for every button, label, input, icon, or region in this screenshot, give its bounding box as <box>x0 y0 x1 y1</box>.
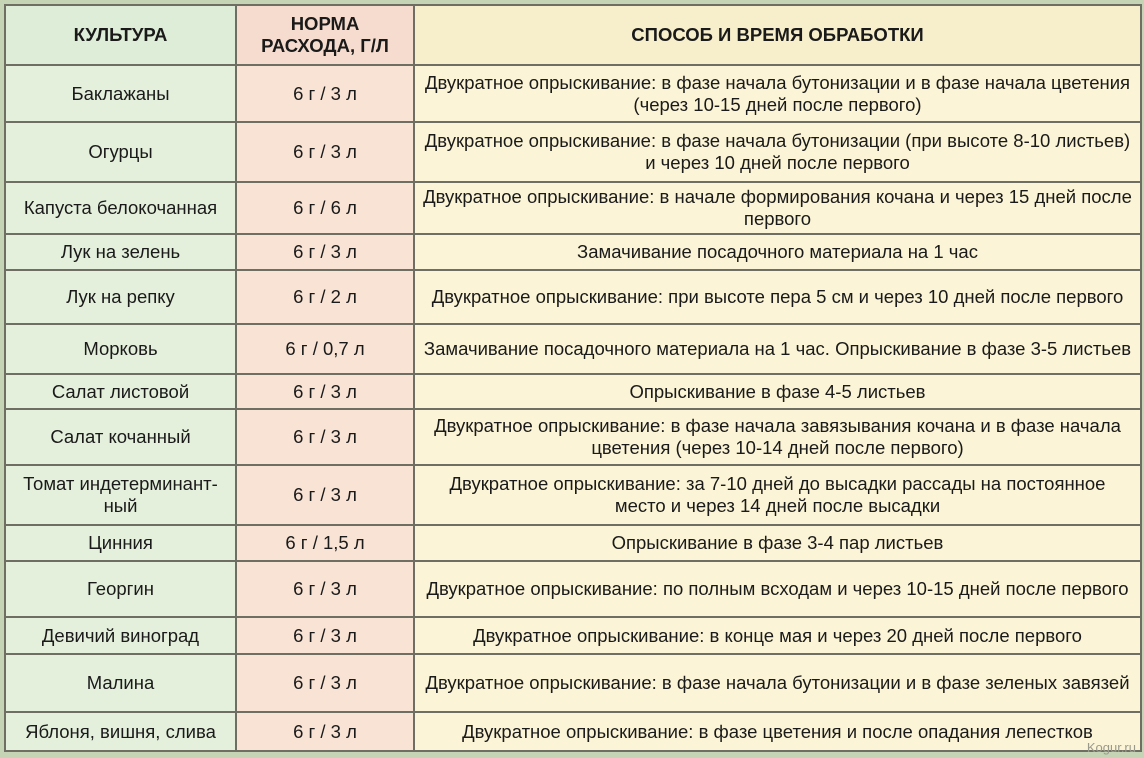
culture-cell: Морковь <box>5 324 236 374</box>
culture-cell: Девичий виноград <box>5 617 236 654</box>
header-rate: НОРМА РАСХОДА, Г/Л <box>236 5 414 65</box>
culture-cell: Баклажаны <box>5 65 236 122</box>
table-row <box>5 65 1141 122</box>
table-row <box>5 374 1141 409</box>
method-cell: Двукратное опрыскивание: за 7-10 дней до высадки рассады на постоянное место и через 14 дней после высадки <box>414 465 1141 525</box>
rate-cell: 6 г / 3 л <box>236 561 414 617</box>
rate-cell: 6 г / 3 л <box>236 409 414 465</box>
table-row <box>5 617 1141 654</box>
culture-cell: Капуста белокочанная <box>5 182 236 234</box>
culture-cell: Томат индетерминант-ный <box>5 465 236 525</box>
rate-cell: 6 г / 3 л <box>236 712 414 751</box>
header-method: СПОСОБ И ВРЕМЯ ОБРАБОТКИ <box>414 5 1141 65</box>
culture-cell: Малина <box>5 654 236 712</box>
rate-cell: 6 г / 2 л <box>236 270 414 324</box>
culture-cell: Георгин <box>5 561 236 617</box>
rate-cell: 6 г / 6 л <box>236 182 414 234</box>
watermark: Kogur.ru <box>1086 740 1136 755</box>
method-cell: Двукратное опрыскивание: при высоте пера 5 см и через 10 дней после первого <box>414 270 1141 324</box>
rate-cell: 6 г / 3 л <box>236 617 414 654</box>
method-cell: Двукратное опрыскивание: в фазе начала бутонизации и в фазе зеленых завязей <box>414 654 1141 712</box>
table-row <box>5 182 1141 234</box>
table-header-row <box>5 5 1141 65</box>
method-cell: Опрыскивание в фазе 3-4 пар листьев <box>414 525 1141 561</box>
rate-cell: 6 г / 3 л <box>236 654 414 712</box>
culture-cell: Огурцы <box>5 122 236 182</box>
method-cell: Замачивание посадочного материала на 1 час. Опрыскивание в фазе 3-5 листьев <box>414 324 1141 374</box>
header-culture: КУЛЬТУРА <box>5 5 236 65</box>
method-cell: Двукратное опрыскивание: по полным всходам и через 10-15 дней после первого <box>414 561 1141 617</box>
rate-cell: 6 г / 3 л <box>236 374 414 409</box>
culture-cell: Салат кочанный <box>5 409 236 465</box>
method-cell: Двукратное опрыскивание: в фазе цветения и после опадания лепестков <box>414 712 1141 751</box>
culture-cell: Лук на репку <box>5 270 236 324</box>
culture-cell: Цинния <box>5 525 236 561</box>
method-cell: Двукратное опрыскивание: в фазе начала завязывания кочана и в фазе начала цветения (через 10-14 дней после первого) <box>414 409 1141 465</box>
method-cell: Двукратное опрыскивание: в фазе начала бутонизации и в фазе начала цветения (через 10-15 дней после первого) <box>414 65 1141 122</box>
culture-cell: Яблоня, вишня, слива <box>5 712 236 751</box>
method-cell: Опрыскивание в фазе 4-5 листьев <box>414 374 1141 409</box>
table-row <box>5 122 1141 182</box>
culture-cell: Лук на зелень <box>5 234 236 270</box>
method-cell: Двукратное опрыскивание: в конце мая и через 20 дней после первого <box>414 617 1141 654</box>
table-row <box>5 270 1141 324</box>
method-cell: Двукратное опрыскивание: в начале формирования кочана и через 15 дней после первого <box>414 182 1141 234</box>
rate-cell: 6 г / 3 л <box>236 465 414 525</box>
rate-cell: 6 г / 3 л <box>236 122 414 182</box>
method-cell: Замачивание посадочного материала на 1 час <box>414 234 1141 270</box>
table-row <box>5 234 1141 270</box>
rate-cell: 6 г / 1,5 л <box>236 525 414 561</box>
rate-cell: 6 г / 0,7 л <box>236 324 414 374</box>
culture-cell: Салат листовой <box>5 374 236 409</box>
table-row <box>5 465 1141 525</box>
table-row <box>5 409 1141 465</box>
table-row <box>5 324 1141 374</box>
table-row <box>5 654 1141 712</box>
table-row <box>5 561 1141 617</box>
treatment-table <box>4 4 1142 752</box>
rate-cell: 6 г / 3 л <box>236 234 414 270</box>
table-row <box>5 712 1141 751</box>
rate-cell: 6 г / 3 л <box>236 65 414 122</box>
table-row <box>5 525 1141 561</box>
method-cell: Двукратное опрыскивание: в фазе начала бутонизации (при высоте 8-10 листьев) и через 10 дней после первого <box>414 122 1141 182</box>
